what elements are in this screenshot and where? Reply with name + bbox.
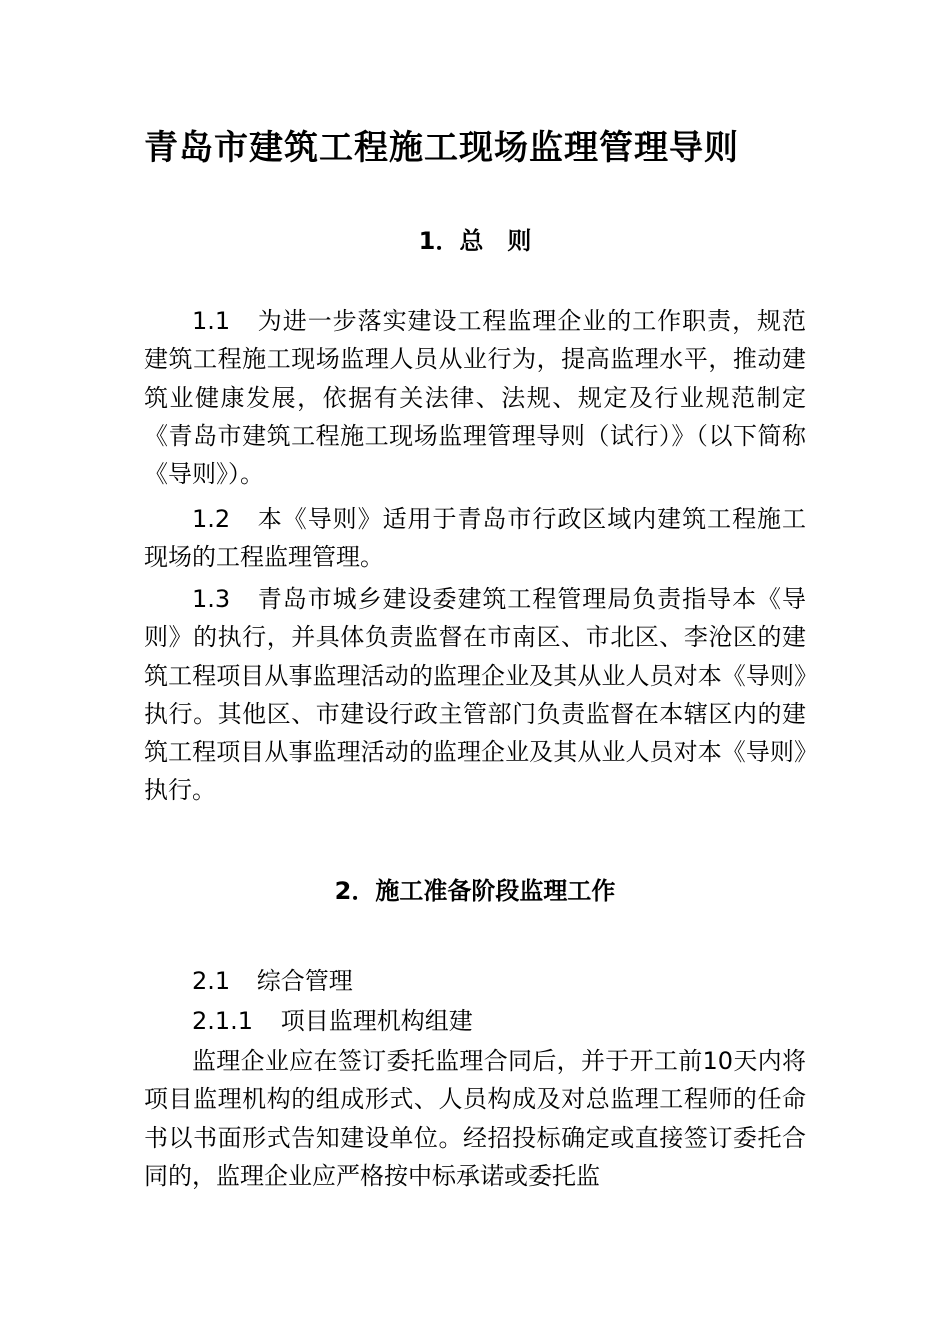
clause-1-2-text: 本《导则》适用于青岛市行政区域内建筑工程施工现场的工程监理管理。 <box>144 505 806 572</box>
clause-1-2-number: 1.2 <box>192 505 231 533</box>
clause-1-3-number: 1.3 <box>192 585 231 613</box>
subsection-2-1-title: 综合管理 <box>256 967 353 995</box>
subsection-2-1-1 <box>144 1002 806 1040</box>
clause-1-2 <box>144 500 806 577</box>
subsection-2-1-1-paragraph: 监理企业应在签订委托监理合同后，并于开工前10天内将项目监理机构的组成形式、人员构成及对总监理工程师的任命书以书面形式告知建设单位。经招投标确定或直接签订委托合同的，监理企业应严格按中标承诺或委托监 <box>144 1047 806 1190</box>
subsection-2-1-1-number: 2.1.1 <box>192 1007 254 1035</box>
document-title: 青岛市建筑工程施工现场监理管理导则 <box>144 128 739 168</box>
clause-1-3 <box>144 580 806 810</box>
clause-1-3-text: 青岛市城乡建设委建筑工程管理局负责指导本《导则》的执行，并具体负责监督在市南区、市北区、李沧区的建筑工程项目从事监理活动的监理企业及其从业人员对本《导则》执行。其他区、市建设行政主管部门负责监督在本辖区内的建筑工程项目从事监理活动的监理企业及其从业人员对本《导则》执行。 <box>144 585 806 805</box>
clause-1-1-text: 为进一步落实建设工程监理企业的工作职责，规范建筑工程施工现场监理人员从业行为，提高监理水平，推动建筑业健康发展，依据有关法律、法规、规定及行业规范制定《青岛市建筑工程施工现场监理管理导则（试行）》（以下简称《导则》）。 <box>144 307 806 489</box>
subsection-2-1-number: 2.1 <box>192 967 231 995</box>
clause-1-1 <box>144 302 806 493</box>
section-2-heading: 2．施工准备阶段监理工作 <box>334 877 616 905</box>
subsection-2-1-1-title: 项目监理机构组建 <box>280 1007 473 1035</box>
clause-1-1-number: 1.1 <box>192 307 231 335</box>
subsection-2-1 <box>144 962 806 1000</box>
section-1-heading: 1．总 则 <box>418 227 532 255</box>
